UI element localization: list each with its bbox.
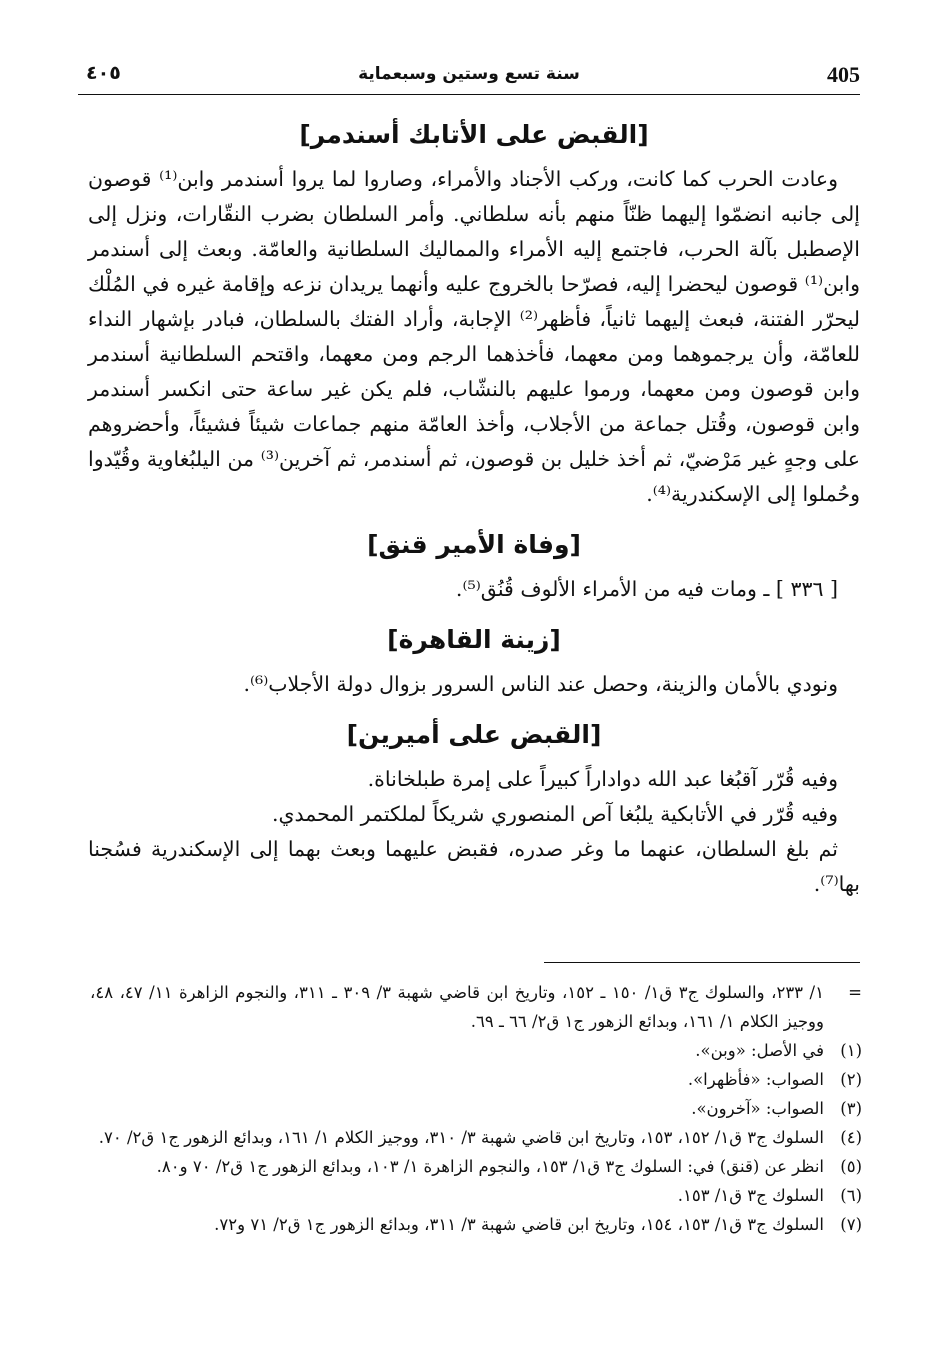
footnote [90,1181,862,1210]
footnote-text: الصواب: «فأظهرا». [687,1070,824,1089]
footnote [90,978,862,1036]
running-title: سنة تسع وستين وسبعماية [358,64,580,84]
footnote [90,1065,862,1094]
footnote-text: الصواب: «آخرون». [691,1099,824,1118]
footnote [90,1094,862,1123]
section-heading: [القبض على الأتابك أسندمر] [299,120,649,149]
footnote-text: السلوك ج٣ ق١/ ١٥٣. [677,1186,824,1205]
paragraph: وعادت الحرب كما كانت، وركب الأجناد والأمراء، وصاروا لما يروا أسندمر وابن⁽¹⁾ قوصون إلى جانبه انضمّوا إليهما ظنّاً منهم بأنه سلطاني. وأمر السلطان بضرب النقّارات، ونزل إلى الإصطبل بآلة الحرب، فاجتمع إليه الأمراء والمماليك السلطانية والعامّة. وبعث إلى أسندمر وابن⁽¹⁾ قوصون ليحضرا إليه، فصرّحا بالخروج عليه وأنهما يريدان نزعه وإقامة غيره في المُلْك ليحرّر الفتنة، فبعث إليهما ثانياً، فأظهر⁽²⁾ الإجابة، وأراد الفتك بالسلطان، فبادر بإشهار النداء للعامّة، وأن يرجموهما ومن معهما، فأخذهما الرجم ومن معهما، واقتحم السلطانية أسندمر وابن قوصون ومن معهما، ورموا عليهم بالنشّاب، فلم يكن غير ساعة حتى انكسر أسندمر وابن قوصون، وقُتل جماعة من الأجلاب، وأخذ العامّة منهم جماعات شيئاً فشيئاً، وأحضروهم على وجهٍ غير مَرْضيّ، ثم أخذ خليل بن قوصون، ثم أسندمر، ثم آخرين⁽³⁾ من اليلبُغاوية وقُيّدوا وحُملوا إلى الإسكندرية⁽⁴⁾. [88,167,861,506]
footnote [90,1123,862,1152]
footnote-text: ١/ ٢٣٣، والسلوك ج٣ ق١/ ١٥٠ ـ ١٥٢، وتاريخ ابن قاضي شهبة ٣/ ٣٠٩ ـ ٣١١، والنجوم الزاهرة ١١/ ٤٧، ٤٨، ووجيز الكلام ١/ ١٦١، وبدائع الزهور ج١ ق٢/ ٦٦ ـ ٦٩. [90,983,824,1031]
paragraph: [ ٣٣٦ ] ـ ومات فيه من الأمراء الألوف قُنُق⁽⁵⁾. [455,577,838,601]
footnote-text: في الأصل: «وبن». [695,1041,824,1060]
spacer [88,512,860,522]
spacer [88,702,860,712]
footnote-mark: (١) [840,1041,862,1060]
footnote-text: انظر عن (قنق) في: السلوك ج٣ ق١/ ١٥٣، والنجوم الزاهرة ١/ ١٠٣، وبدائع الزهور ج١ ق٢/ ٧٠ و٨٠. [156,1157,824,1176]
footnote-mark: (٢) [840,1070,862,1089]
footnote-mark: (٧) [840,1215,862,1234]
page-number-latin: 405 [827,62,860,87]
main-text [88,112,860,902]
footnote-mark: = [848,983,862,1002]
paragraph: وفيه قُرّر في الأتابكية يلبُغا آص المنصوري شريكاً لملكتمر المحمدي. [271,802,838,826]
footnote-mark: (٥) [840,1157,862,1176]
footnote-mark: (٣) [840,1099,862,1118]
footnote-text: السلوك ج٣ ق١/ ١٥٣، ١٥٤، وتاريخ ابن قاضي شهبة ٣/ ٣١١، وبدائع الزهور ج١ ق٢/ ٧١ و٧٢. [214,1215,824,1234]
page-header [78,60,860,95]
section-heading: [وفاة الأمير قنق] [367,530,581,559]
footnote [90,1152,862,1181]
paragraph: ونودي بالأمان والزينة، وحصل عند الناس السرور بزوال دولة الأجلاب⁽⁶⁾. [243,672,838,696]
section-heading: [زينة القاهرة] [387,625,561,654]
footnote-divider [544,962,860,963]
footnote [90,1036,862,1065]
footnote-text: السلوك ج٣ ق١/ ١٥٢، ١٥٣، وتاريخ ابن قاضي شهبة ٣/ ٣١٠، ووجيز الكلام ١/ ١٦١، وبدائع الزهور ج١ ق٢/ ٧٠. [98,1128,824,1147]
page-number-arabic: ٤٠٥ [86,62,121,84]
footnotes [90,978,862,1239]
footnote [90,1210,862,1239]
paragraph: ثم بلغ السلطان، عنهما ما وغر صدره، فقبض عليهما وبعث بهما إلى الإسكندرية فسُجنا بها⁽⁷⁾. [88,837,860,896]
footnote-mark: (٦) [840,1186,862,1205]
section-heading: [القبض على أميرين] [346,720,602,749]
footnote-mark: (٤) [840,1128,862,1147]
spacer [88,607,860,617]
paragraph: وفيه قُرّر آقبُغا عبد الله دواداراً كبيراً على إمرة طبلخاناة. [367,767,838,791]
